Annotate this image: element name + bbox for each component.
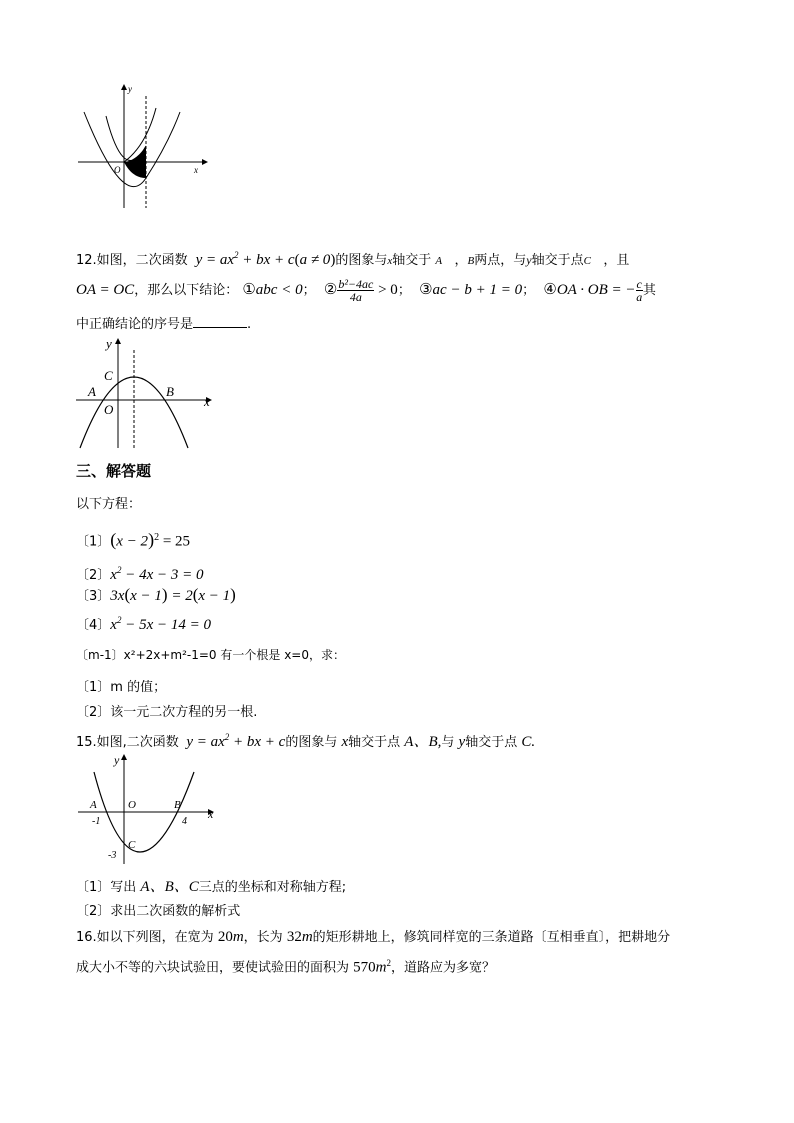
- q15-p1: 〔1〕写出 A、B、C三点的坐标和对称轴方程;: [76, 879, 347, 895]
- figure-q11: [76, 82, 210, 212]
- svg-text:x: x: [208, 807, 214, 821]
- svg-text:C: C: [104, 368, 113, 383]
- svg-text:y: y: [114, 753, 120, 767]
- fig11-x-label: x: [194, 165, 198, 175]
- svg-text:4: 4: [182, 816, 187, 827]
- svg-text:y: y: [106, 336, 112, 351]
- q16-line2: 成大小不等的六块试验田，要使试验田的面积为 $570m^2$，道路应为多宽？: [76, 958, 496, 976]
- fig11-origin-label: O: [114, 165, 121, 175]
- q16-line1: 16.如以下列图，在宽为 20m，长为 32m的矩形耕地上，修筑同样宽的三条道路〔互相垂直〕，把耕地分: [76, 929, 671, 945]
- q13-p2: 〔2〕$x^2 - 4x - 3 = 0$: [76, 565, 204, 583]
- q13-p3: 〔3〕3x(x − 1) = 2(x − 1): [76, 585, 236, 604]
- q12-line3: 中正确结论的序号是 .: [76, 313, 251, 335]
- fig11-y-label: y: [128, 84, 132, 94]
- q12-line2: OA = OC，那么以下结论： ①abc < 0； ② $\frac{\text{b²−4ac}}{4a}$ > 0； ③ac − b + 1 = 0； ④OA · OB = − $\frac{c}{a}$ 其: [76, 277, 656, 304]
- svg-text:O: O: [128, 799, 136, 811]
- q13-p1: 〔1〕$(x - 2)^2 = 25$: [76, 529, 191, 550]
- figure-q12: [74, 336, 216, 450]
- q12-line1: 12.如图，二次函数 $y = ax^2$ + bx + c(a ≠ 0)的图象与x轴交于 A ，B两点，与y轴交于点C ，且: [76, 250, 630, 268]
- section-title: 三、解答题: [76, 462, 152, 480]
- svg-text:C: C: [128, 839, 136, 851]
- svg-text:B: B: [174, 799, 181, 811]
- svg-text:O: O: [104, 402, 114, 417]
- svg-text:-3: -3: [108, 850, 117, 861]
- q12-fraction: $\frac{\text{b²−4ac}}{4a}$: [338, 277, 374, 304]
- answer-blank[interactable]: [193, 313, 247, 328]
- q15-line1: 15.如图,二次函数 $y = ax^2$ + bx + c的图象与 x轴交于点 A、B,与 y轴交于点 C.: [76, 732, 536, 750]
- svg-text:-1: -1: [92, 816, 101, 827]
- svg-text:A: A: [88, 384, 96, 399]
- svg-text:B: B: [166, 384, 174, 399]
- svg-text:x: x: [204, 394, 210, 409]
- figure-q15: [76, 752, 218, 866]
- q13-p4: 〔4〕$x^2 - 5x - 14 = 0$: [76, 615, 211, 633]
- svg-text:A: A: [90, 799, 97, 811]
- q12-function: $y = ax^2$ + bx + c: [191, 250, 295, 268]
